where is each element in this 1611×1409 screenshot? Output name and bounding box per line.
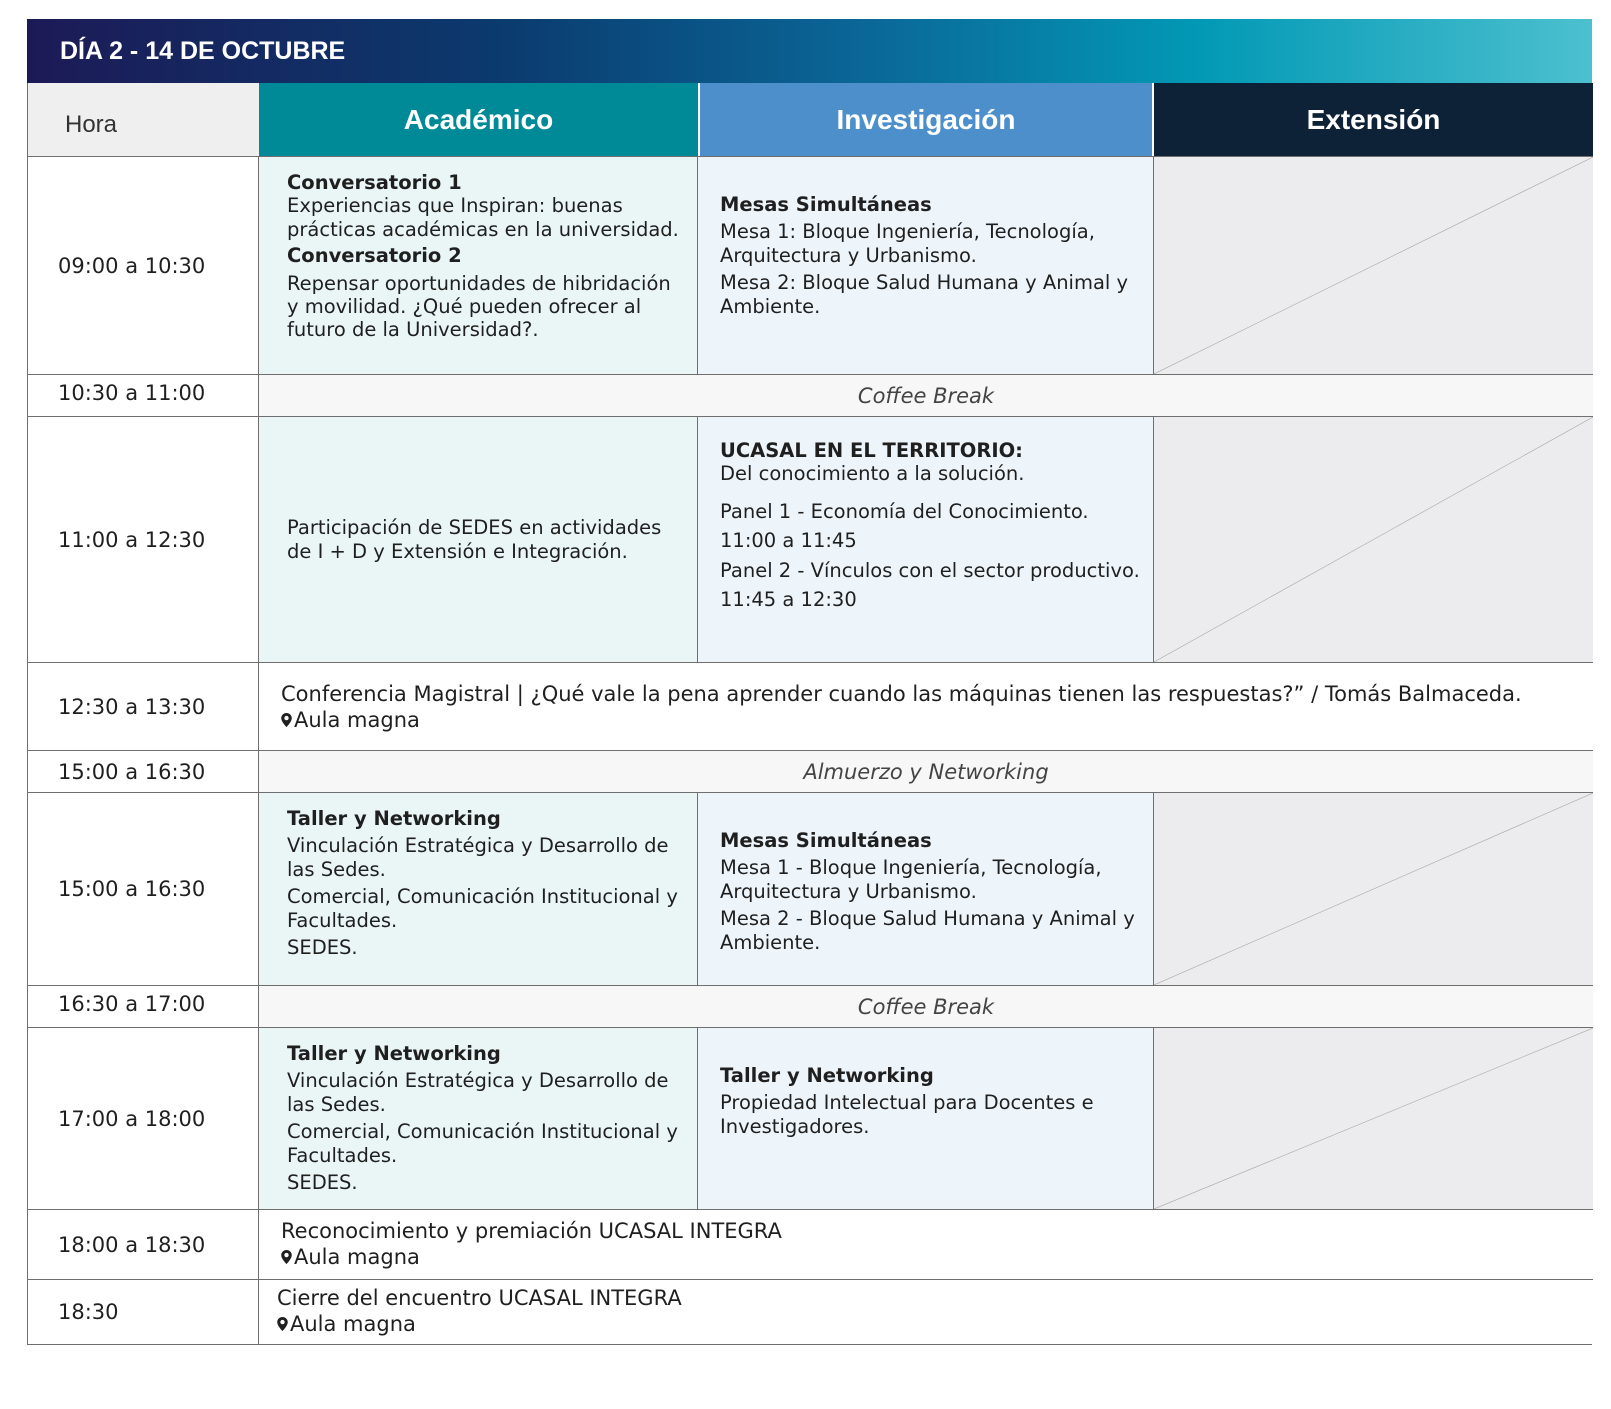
header-academico: Académico	[259, 83, 698, 156]
day-banner: DÍA 2 - 14 DE OCTUBRE	[27, 19, 1592, 83]
map-pin-icon	[281, 1250, 292, 1264]
header-investigacion: Investigación	[698, 83, 1154, 156]
time-cell: 15:00 a 16:30	[28, 792, 259, 985]
investigacion-cell	[698, 1027, 1154, 1209]
session-title: Conversatorio 1	[287, 171, 462, 194]
schedule-grid	[27, 83, 1592, 1345]
investigacion-cell	[698, 156, 1154, 374]
investigacion-cell	[698, 416, 1154, 662]
session-title: UCASAL EN EL TERRITORIO:	[720, 439, 1023, 462]
session-subtitle: Del conocimiento a la solución.	[720, 462, 1025, 486]
location	[277, 1311, 1593, 1337]
session-text: Mesa 2 - Bloque Salud Humana y Animal y Ambiente.	[720, 907, 1135, 954]
session-text: Vinculación Estratégica y Desarrollo de las Sedes.	[287, 1069, 669, 1116]
session-text: Mesa 2: Bloque Salud Humana y Animal y Ambiente.	[720, 271, 1129, 318]
academico-cell	[259, 416, 698, 662]
break-label: Coffee Break	[259, 374, 1593, 416]
event-text: Cierre del encuentro UCASAL INTEGRA	[277, 1286, 682, 1310]
session-text: Panel 2 - Vínculos con el sector productivo.	[720, 558, 1140, 582]
extension-empty-cell	[1154, 416, 1593, 662]
header-hora: Hora	[28, 83, 259, 156]
session-text: Mesa 1 - Bloque Ingeniería, Tecnología, Arquitectura y Urbanismo.	[720, 856, 1102, 903]
time-cell: 18:00 a 18:30	[28, 1209, 259, 1279]
diagonal-line	[1154, 157, 1593, 374]
session-text: 11:00 a 11:45	[720, 529, 857, 553]
break-label: Almuerzo y Networking	[259, 750, 1593, 792]
time-cell: 10:30 a 11:00	[28, 374, 259, 416]
session-text: SEDES.	[287, 1170, 358, 1194]
session-title: Taller y Networking	[287, 1042, 501, 1065]
session-text: Comercial, Comunicación Institucional y Facultades.	[287, 885, 678, 932]
schedule-table	[27, 19, 1592, 1345]
time-cell: 15:00 a 16:30	[28, 750, 259, 792]
academico-cell	[259, 1027, 698, 1209]
session-text: Repensar oportunidades de hibridación y movilidad. ¿Qué pueden ofrecer al futuro de la Universidad?.	[287, 271, 671, 342]
session-title: Mesas Simultáneas	[720, 193, 932, 216]
session-text: Comercial, Comunicación Institucional y Facultades.	[287, 1120, 678, 1167]
break-label: Coffee Break	[259, 985, 1593, 1027]
session-text: Panel 1 - Economía del Conocimiento.	[720, 499, 1089, 523]
session-title: Conversatorio 2	[287, 244, 462, 268]
event-text: Reconocimiento y premiación UCASAL INTEGRA	[281, 1219, 782, 1243]
session-text: SEDES.	[287, 935, 358, 959]
location	[281, 1244, 1593, 1270]
event-text: Conferencia Magistral | ¿Qué vale la pena aprender cuando las máquinas tienen las respuestas?” / Tomás Balmaceda.	[281, 682, 1522, 706]
investigacion-cell	[698, 792, 1154, 985]
full-width-cell	[259, 1209, 1593, 1279]
time-cell: 12:30 a 13:30	[28, 662, 259, 750]
session-text: Participación de SEDES en actividades de I + D y Extensión e Integración.	[287, 516, 662, 563]
session-title: Taller y Networking	[287, 807, 501, 830]
diagonal-line	[1154, 417, 1593, 662]
map-pin-icon	[277, 1317, 288, 1331]
session-text: Vinculación Estratégica y Desarrollo de las Sedes.	[287, 834, 669, 881]
header-extension: Extensión	[1154, 83, 1593, 156]
map-pin-icon	[281, 713, 292, 727]
time-cell: 11:00 a 12:30	[28, 416, 259, 662]
extension-empty-cell	[1154, 792, 1593, 985]
diagonal-line	[1154, 793, 1593, 985]
session-text: Experiencias que Inspiran: buenas prácticas académicas en la universidad.	[287, 194, 679, 241]
session-text: Mesa 1: Bloque Ingeniería, Tecnología, Arquitectura y Urbanismo.	[720, 220, 1095, 267]
location	[281, 707, 1593, 733]
time-cell: 16:30 a 17:00	[28, 985, 259, 1027]
location-label: Aula magna	[294, 1245, 420, 1270]
location-label: Aula magna	[290, 1312, 416, 1337]
academico-cell	[259, 156, 698, 374]
full-width-cell	[259, 662, 1593, 750]
session-title: Taller y Networking	[720, 1064, 934, 1087]
full-width-cell	[259, 1279, 1593, 1344]
diagonal-line	[1154, 1028, 1593, 1209]
session-title: Mesas Simultáneas	[720, 829, 932, 852]
academico-cell	[259, 792, 698, 985]
location-label: Aula magna	[294, 708, 420, 733]
session-text: Propiedad Intelectual para Docentes e Investigadores.	[720, 1091, 1094, 1138]
time-cell: 18:30	[28, 1279, 259, 1344]
time-cell: 17:00 a 18:00	[28, 1027, 259, 1209]
time-cell: 09:00 a 10:30	[28, 156, 259, 374]
session-text: 11:45 a 12:30	[720, 587, 857, 611]
extension-empty-cell	[1154, 156, 1593, 374]
extension-empty-cell	[1154, 1027, 1593, 1209]
